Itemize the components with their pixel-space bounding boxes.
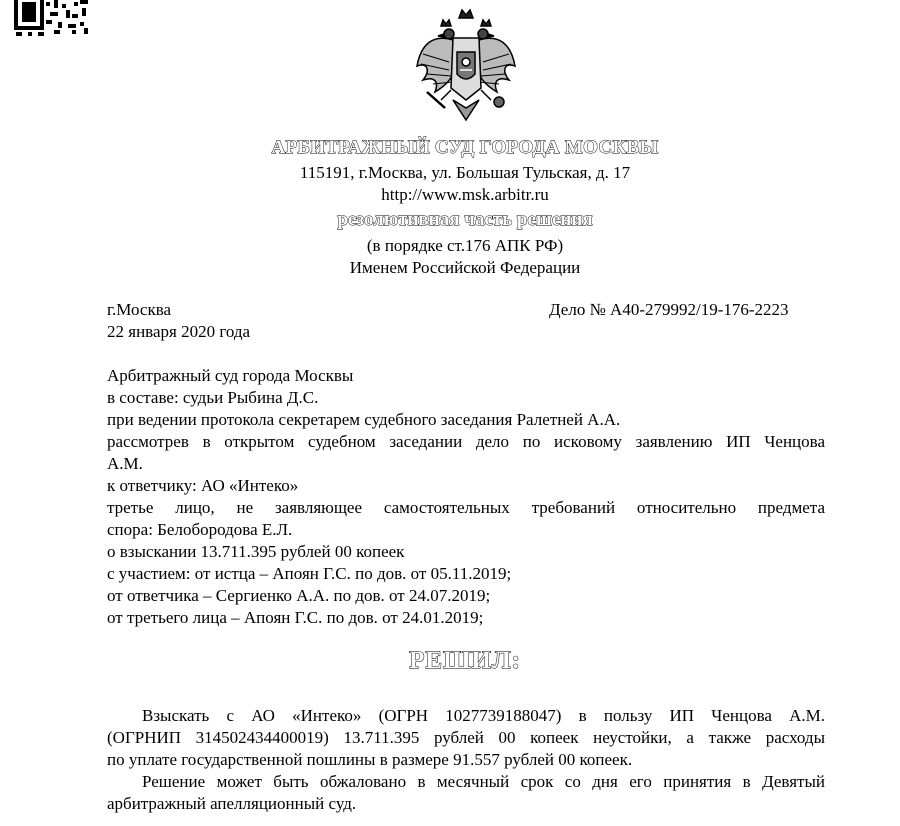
city: г.Москва [107, 300, 172, 319]
composition-line: с участием: от истца – Апоян Г.С. по дов. от 05.11.2019; [107, 564, 512, 583]
ruling-line: Решение может быть обжаловано в месячный срок со дня его принятия в Девятый [142, 772, 825, 791]
composition-line: к ответчику: АО «Интеко» [107, 476, 299, 495]
ruling-line: по уплате государственной пошлины в размере 91.557 рублей 00 копеек. [107, 750, 633, 769]
composition-line: при ведении протокола секретарем судебного заседания Ралетней А.А. [107, 410, 621, 429]
date: 22 января 2020 года [107, 322, 251, 341]
composition-line: в составе: судьи Рыбина Д.С. [107, 388, 319, 407]
qr-code [14, 0, 90, 36]
composition-line: третье лицо, не заявляющее самостоятельных требований относительно предмета [107, 498, 825, 517]
composition-line: спора: Белобородова Е.Л. [107, 520, 293, 539]
ruling-line: (ОГРНИП 314502434400019) 13.711.395 рублей 00 копеек неустойки, а также расходы [107, 728, 825, 747]
composition-line: А.М. [107, 454, 143, 473]
ruling-line: арбитражный апелляционный суд. [107, 794, 357, 813]
composition-line: от ответчика – Сергиенко А.А. по дов. от 24.07.2019; [107, 586, 491, 605]
court-url: http://www.msk.arbitr.ru [381, 185, 549, 204]
ruling-line: Взыскать с АО «Интеко» (ОГРН 1027739188047) в пользу ИП Ченцова А.М. [142, 706, 825, 725]
composition-line: рассмотрев в открытом судебном заседании дело по исковому заявлению ИП Ченцова [107, 432, 825, 451]
case-number: Дело № А40-279992/19-176-2223 [549, 300, 789, 319]
coat-of-arms-emblem [413, 4, 519, 124]
document-type: резолютивная часть решения [337, 209, 593, 230]
composition-line: Арбитражный суд города Москвы [107, 366, 354, 385]
document-order: (в порядке ст.176 АПК РФ) [366, 236, 564, 255]
composition-line: о взыскании 13.711.395 рублей 00 копеек [107, 542, 405, 561]
in-the-name-of: Именем Российской Федерации [349, 258, 581, 277]
composition-line: от третьего лица – Апоян Г.С. по дов. от 24.01.2019; [107, 608, 484, 627]
court-address: 115191, г.Москва, ул. Большая Тульская, д. 17 [299, 163, 631, 182]
court-name: АРБИТРАЖНЫЙ СУД ГОРОДА МОСКВЫ [271, 137, 659, 158]
decided-heading: РЕШИЛ: [409, 647, 521, 674]
